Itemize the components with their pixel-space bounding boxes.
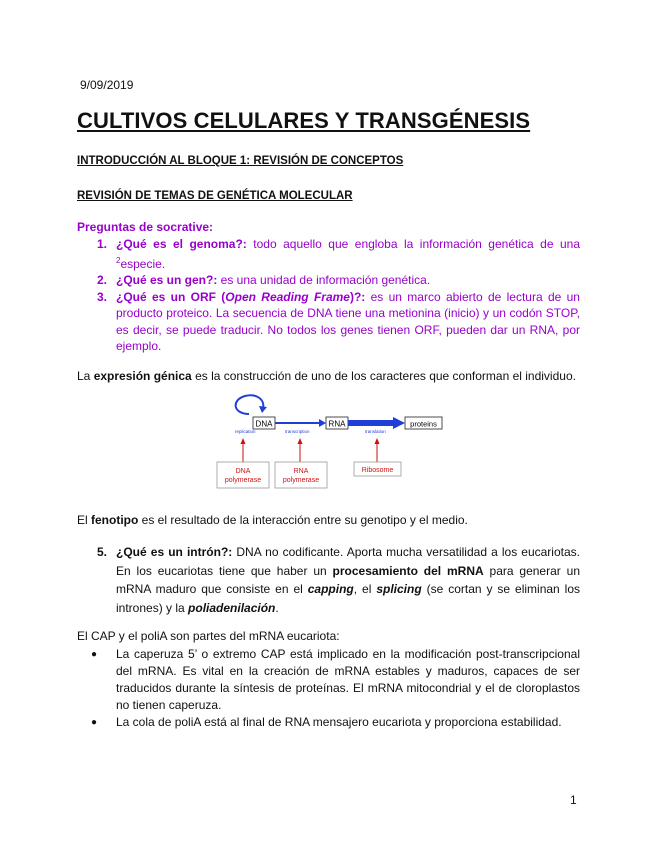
- list-item: [77, 543, 580, 617]
- translation-label: translation: [365, 429, 386, 434]
- question-italic: Open Reading Frame: [225, 289, 350, 304]
- answer-text: es una unidad de información genética.: [217, 273, 431, 287]
- section-heading-intro: INTRODUCCIÓN AL BLOQUE 1: REVISIÓN DE CONCEPTOS: [77, 155, 404, 167]
- intron-question: [77, 543, 580, 617]
- replication-label: replication: [235, 429, 256, 434]
- bullet-icon: ●: [91, 649, 98, 660]
- arrowhead-icon: [375, 438, 380, 444]
- questions-list: [77, 236, 580, 355]
- paragraph-expresion: [77, 368, 580, 385]
- bullet-text: La caperuza 5’ o extremo CAP está implicado en la modificación post-transcripcional del mRNA. Es vital en la creación de mRNA estables y maduros, capaces de ser traducidos durante la síntesis de proteínas. El mRNA mitocondrial y el de cloroplastos no tienen caperuza.: [116, 647, 580, 712]
- dna-polymerase-box: [217, 462, 269, 488]
- paragraph-fenotipo: [77, 512, 580, 529]
- page-title: CULTIVOS CELULARES Y TRANSGÉNESIS: [77, 108, 531, 133]
- question-text: ¿Qué es un gen?:: [116, 273, 218, 287]
- bold-term: fenotipo: [91, 513, 139, 527]
- bullet-icon: ●: [91, 717, 98, 728]
- arrowhead-icon: [298, 438, 303, 444]
- text: para generar un mRNA maduro que consiste en el: [116, 563, 580, 596]
- replication-loop-arrow: [236, 395, 264, 414]
- proteins-label: proteins: [410, 419, 437, 429]
- question-text: ¿Qué es un ORF (: [116, 289, 226, 304]
- text: es la construcción de uno de los caracteres que conforman el individuo.: [191, 369, 576, 383]
- superscript: 2: [116, 255, 121, 265]
- date: 9/09/2019: [80, 78, 134, 92]
- bold-italic-term: capping: [307, 582, 354, 596]
- bullet-text: La cola de poliA está al final de RNA mensajero eucariota y proporciona estabilidad.: [116, 715, 562, 729]
- transcription-label: transcription: [285, 429, 310, 434]
- text: (se cortan y se eliminan los intrones) y la: [116, 582, 581, 615]
- question-text: ¿Qué es el genoma?:: [116, 237, 247, 251]
- text: DNA no codificante. Aporta mucha versatilidad a los eucariotas. En los eucariotas tiene que haber un: [116, 545, 580, 578]
- bold-italic-term: poliadenilación: [188, 600, 276, 615]
- text: .: [275, 600, 279, 615]
- answer-text: todo aquello que engloba la información genética de una: [246, 237, 580, 251]
- rna-polymerase-label: RNA: [293, 468, 309, 475]
- answer-text: es un marco abierto de lectura de un producto proteico. La secuencia de DNA tiene una metionina (inicio) y un codón STOP, es decir, se puede traducir. No todos los genes tienen ORF, pueden dar un RNA, por ejemplo.: [116, 289, 580, 353]
- dna-label: DNA: [255, 419, 273, 429]
- list-item: [77, 714, 580, 731]
- paragraph-cap-intro: El CAP y el poliA son partes del mRNA eucariota:: [77, 629, 340, 643]
- bold-italic-term: splicing: [376, 582, 422, 596]
- central-dogma-diagram: [205, 390, 455, 500]
- cap-polia-list: [77, 646, 580, 731]
- answer-text-cont: especie.: [120, 256, 166, 271]
- bold-term: expresión génica: [93, 369, 192, 383]
- page-number: 1: [570, 793, 577, 807]
- dna-polymerase-label-2: polymerase: [224, 477, 262, 484]
- arrowhead-icon: [319, 419, 326, 427]
- rna-label: RNA: [328, 419, 346, 429]
- dna-polymerase-label: DNA: [235, 468, 251, 475]
- list-item: [77, 272, 580, 289]
- ribosome-label: Ribosome: [361, 467, 394, 474]
- list-number: 5.: [97, 545, 108, 559]
- text: El: [77, 513, 92, 527]
- text: La: [77, 369, 94, 383]
- questions-heading: Preguntas de socrative:: [77, 220, 214, 234]
- list-item: [77, 236, 580, 272]
- bold-term: procesamiento del mRNA: [332, 563, 484, 578]
- text: , el: [353, 582, 377, 596]
- list-number: 3.: [97, 289, 108, 304]
- list-item: [77, 289, 580, 355]
- rna-polymerase-label-2: polymerase: [282, 477, 320, 484]
- question-text-end: )?:: [349, 289, 366, 304]
- arrowhead-icon: [259, 406, 267, 413]
- section-heading-genetics: REVISIÓN DE TEMAS DE GENÉTICA MOLECULAR: [77, 190, 353, 202]
- arrowhead-icon: [241, 438, 246, 444]
- list-number: 1.: [97, 237, 108, 251]
- translation-arrow: [348, 417, 405, 429]
- question-text: ¿Qué es un intrón?:: [116, 545, 233, 559]
- list-item: [77, 646, 580, 714]
- text: es el resultado de la interacción entre su genotipo y el medio.: [138, 513, 468, 527]
- rna-polymerase-box: [275, 462, 327, 488]
- list-number: 2.: [97, 273, 108, 287]
